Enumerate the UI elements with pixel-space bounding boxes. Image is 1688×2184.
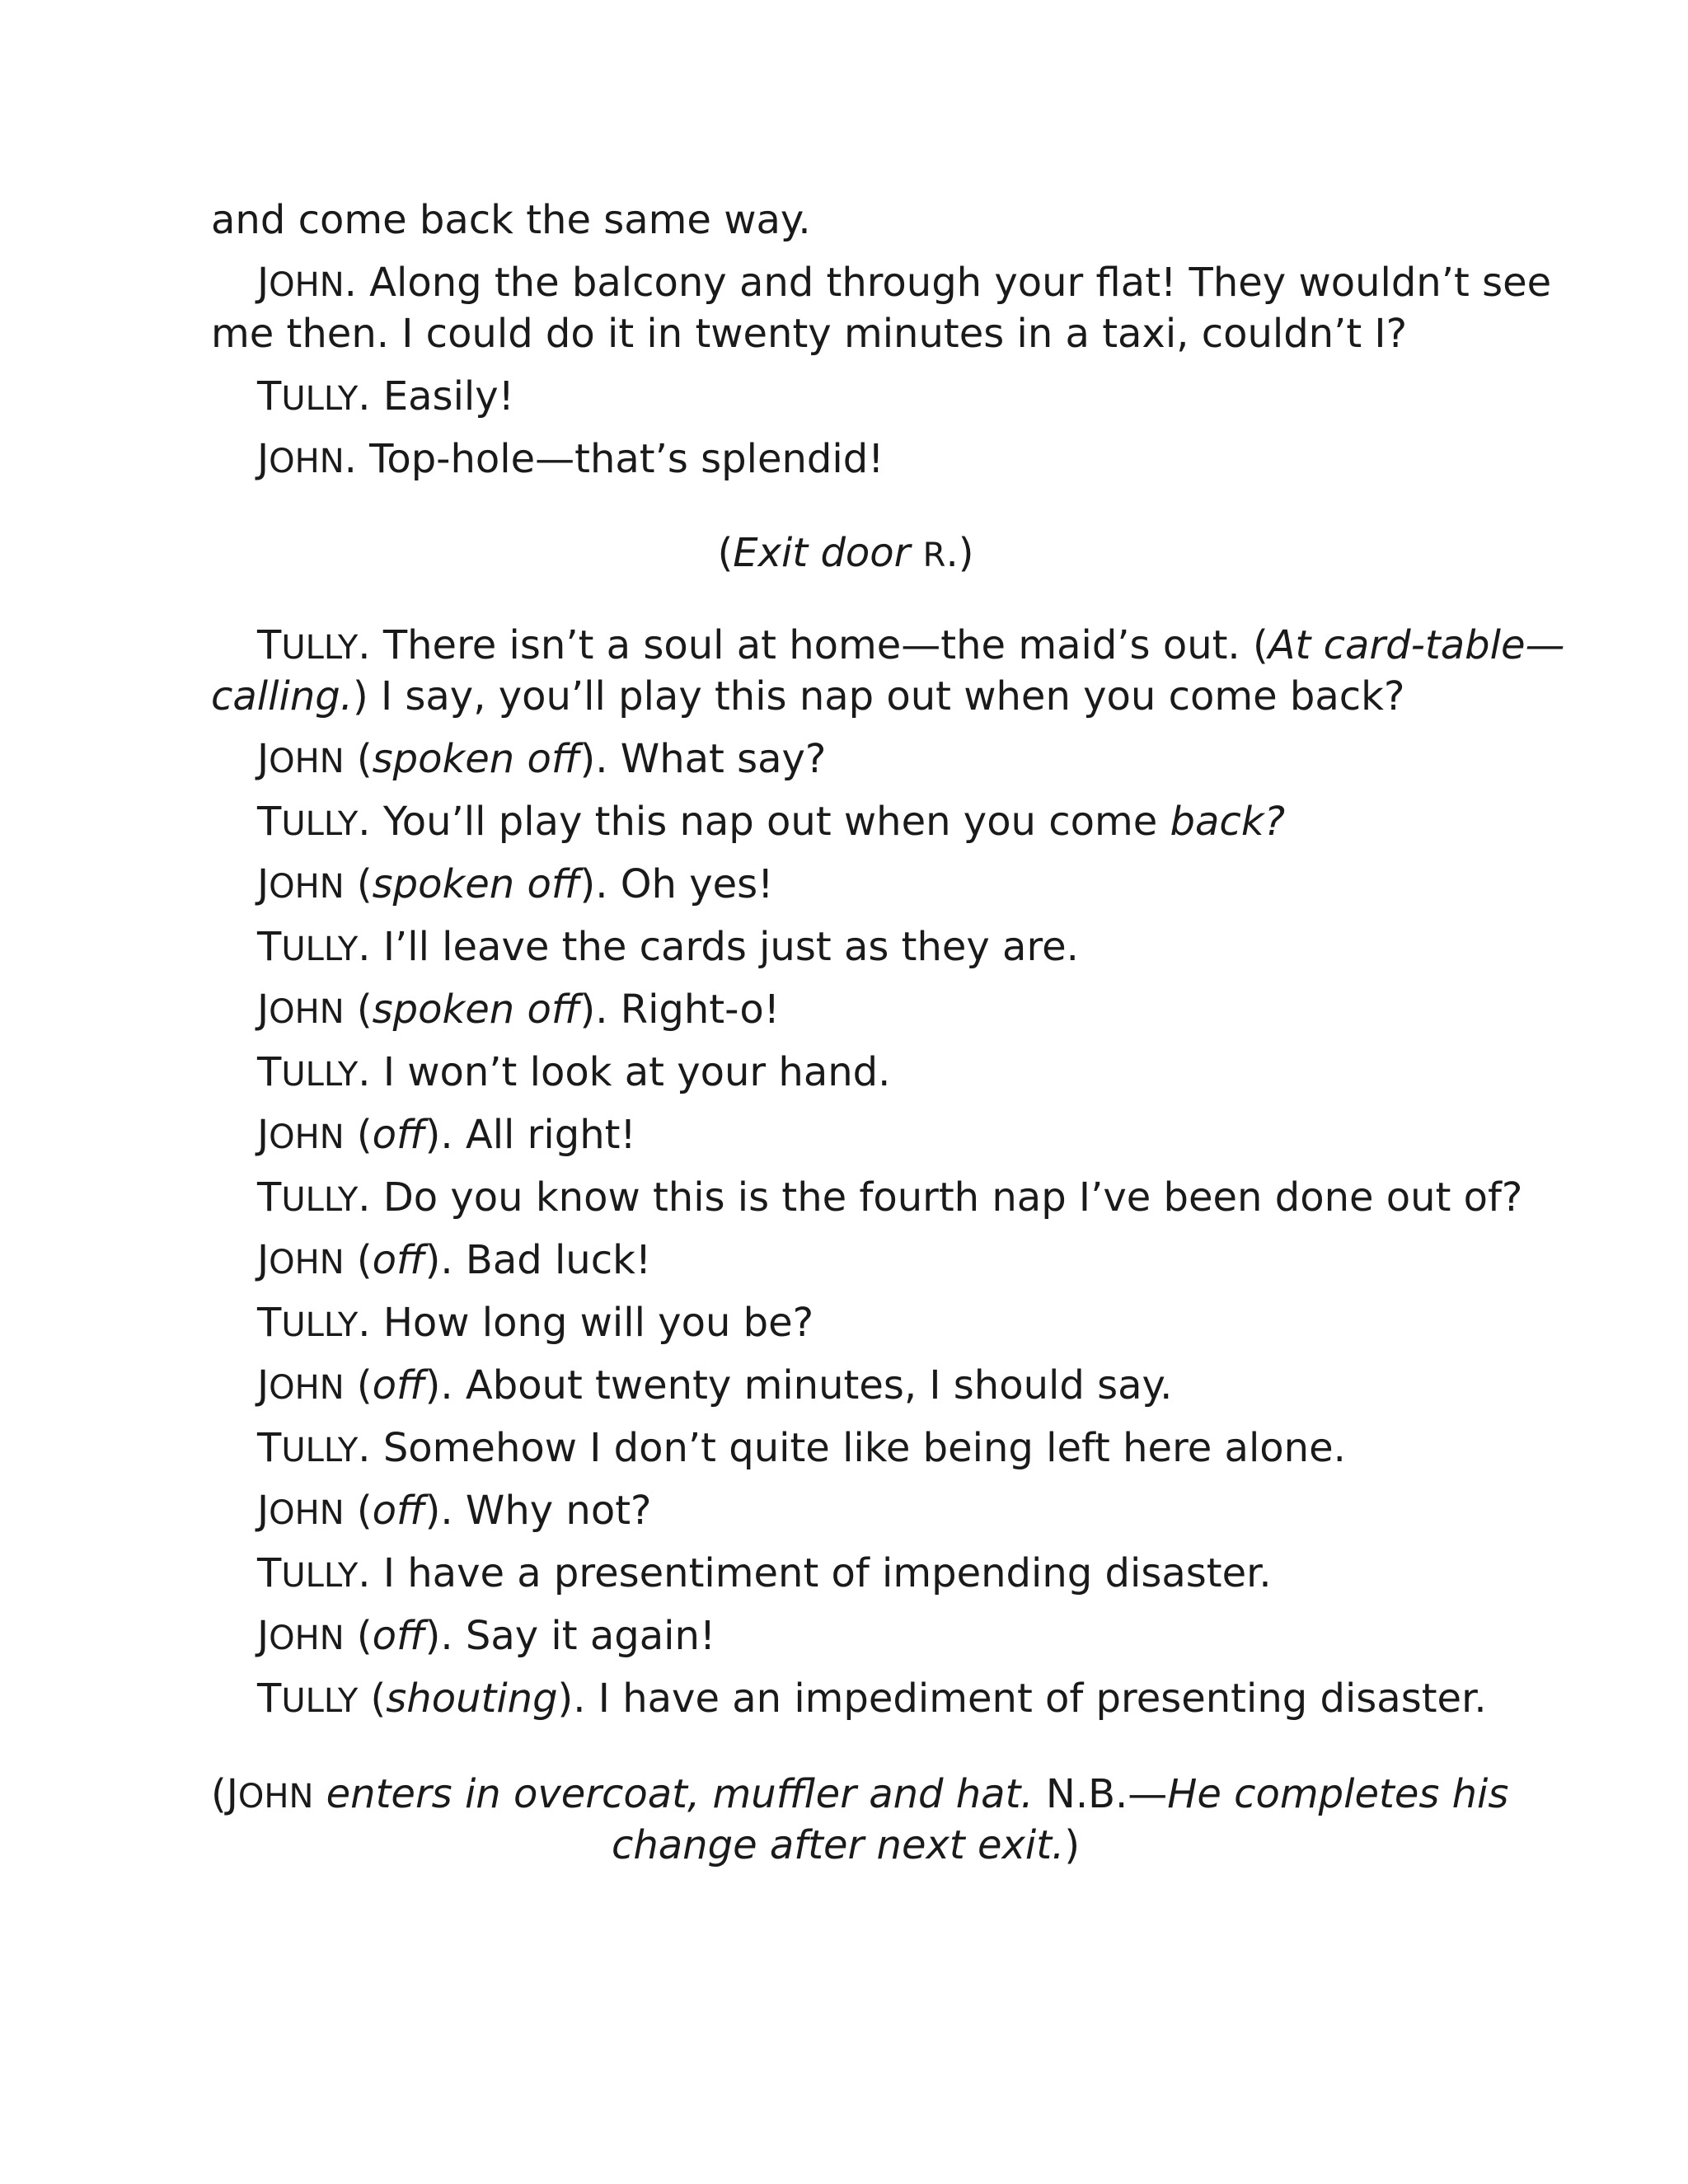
italic-text: change after next exit. <box>611 1822 1065 1868</box>
italic-text: At card-table— <box>1268 622 1565 668</box>
text-run: J <box>257 1112 270 1158</box>
dialogue-tully <box>257 371 514 424</box>
text-run: ( <box>344 1613 373 1659</box>
dialogue-continuation <box>211 194 811 246</box>
text-run: ( <box>344 1112 373 1158</box>
text-run: . I have a presentiment of impending disaster. <box>358 1550 1272 1596</box>
dialogue-tully <box>257 1422 1346 1476</box>
text-run: ( <box>344 736 373 782</box>
dialogue-tully <box>257 1548 1272 1601</box>
text-run: T <box>257 1174 282 1221</box>
text-run: J <box>257 1613 270 1659</box>
speaker-name-smallcaps: ULLY <box>281 1181 359 1219</box>
speaker-name-smallcaps: ULLY <box>281 1682 359 1720</box>
dialogue-john <box>257 984 780 1038</box>
dialogue-continuation <box>211 671 1404 722</box>
text-run: ) <box>1064 1822 1081 1868</box>
italic-text: back? <box>1170 799 1286 845</box>
text-run: J <box>257 1362 270 1408</box>
text-run: . How long will you be? <box>358 1300 814 1346</box>
text-run: . Somehow I don’t quite like being left here alone. <box>358 1425 1346 1471</box>
italic-text: off <box>372 1112 425 1158</box>
dialogue-tully <box>257 921 1079 975</box>
text-run: . Do you know this is the fourth nap I’ve been done out of? <box>358 1174 1523 1221</box>
text-run: ). About twenty minutes, I should say. <box>424 1362 1173 1408</box>
speaker-name-smallcaps: ULLY <box>281 1056 359 1094</box>
stage-direction <box>211 527 1480 581</box>
text-run: ). I have an impediment of presenting disaster. <box>557 1675 1487 1722</box>
dialogue-john <box>257 434 884 487</box>
text-run: J <box>257 987 270 1033</box>
speaker-name-smallcaps: OHN <box>269 1619 345 1657</box>
text-run: ( <box>717 530 734 576</box>
stage-direction <box>211 1769 1509 1822</box>
text-run: ). What say? <box>579 736 827 782</box>
text-run: . There isn’t a soul at home—the maid’s out. ( <box>358 622 1268 668</box>
text-run: T <box>257 799 282 845</box>
text-run: ). Bad luck! <box>424 1237 652 1283</box>
text-run: J <box>257 1237 270 1283</box>
italic-text: off <box>372 1613 425 1659</box>
speaker-name-smallcaps: ULLY <box>281 629 359 667</box>
text-run: J <box>257 736 270 782</box>
italic-text: enters in overcoat, muffler and hat. <box>326 1771 1034 1817</box>
speaker-name-smallcaps: OHN <box>269 1369 345 1407</box>
text-run: N.B.— <box>1033 1771 1168 1817</box>
speaker-name-smallcaps: OHN <box>269 1244 345 1282</box>
speaker-name-smallcaps: OHN <box>269 993 345 1031</box>
stage-direction-continuation <box>211 1820 1480 1871</box>
text-run: (J <box>211 1771 238 1817</box>
speaker-name-smallcaps: OHN <box>269 743 345 780</box>
speaker-name-smallcaps: ULLY <box>281 1557 359 1595</box>
text-run: ( <box>358 1675 387 1722</box>
italic-text: off <box>372 1488 425 1534</box>
dialogue-tully <box>257 1047 890 1100</box>
text-run: T <box>257 622 282 668</box>
dialogue-john <box>257 1235 651 1288</box>
text-run: T <box>257 1550 282 1596</box>
text-run: ( <box>344 861 373 907</box>
italic-text: spoken off <box>372 987 580 1033</box>
text-run: ). Say it again! <box>424 1613 716 1659</box>
text-run: T <box>257 1425 282 1471</box>
italic-text: spoken off <box>372 861 580 907</box>
dialogue-tully <box>257 620 1564 673</box>
speaker-name-smallcaps: OHN <box>269 1494 345 1532</box>
text-run: me then. I could do it in twenty minutes in a taxi, couldn’t I? <box>211 311 1408 357</box>
dialogue-john <box>257 1360 1172 1413</box>
speaker-name-smallcaps: OHN <box>269 868 345 906</box>
dialogue-tully <box>257 796 1285 850</box>
text-run <box>313 1771 326 1817</box>
dialogue-tully <box>257 1172 1522 1226</box>
text-run: J <box>257 436 270 482</box>
text-run: ). Oh yes! <box>579 861 774 907</box>
italic-text: He completes his <box>1167 1771 1509 1817</box>
italic-text: Exit door <box>733 530 923 576</box>
speaker-name-smallcaps: OHN <box>237 1778 314 1816</box>
text-run: ) I say, you’ll play this nap out when you come back? <box>352 673 1405 719</box>
text-run: . I’ll leave the cards just as they are. <box>358 924 1079 970</box>
text-run: and come back the same way. <box>211 197 811 243</box>
text-run: ( <box>344 1237 373 1283</box>
text-run: T <box>257 1300 282 1346</box>
speaker-name-smallcaps: ULLY <box>281 380 359 418</box>
text-run: . You’ll play this nap out when you come <box>358 799 1170 845</box>
speaker-name-smallcaps: ULLY <box>281 1432 359 1469</box>
text-run: ( <box>344 987 373 1033</box>
speaker-name-smallcaps: OHN <box>269 266 345 304</box>
dialogue-john <box>257 257 1551 311</box>
text-run: ). All right! <box>424 1112 636 1158</box>
italic-text: spoken off <box>372 736 580 782</box>
dialogue-john <box>257 1610 715 1664</box>
dialogue-continuation <box>211 308 1407 359</box>
text-run: J <box>257 861 270 907</box>
dialogue-john <box>257 733 826 787</box>
text-run: ). Right-o! <box>579 987 780 1033</box>
text-run: T <box>257 1675 282 1722</box>
text-run: T <box>257 1049 282 1095</box>
italic-text: shouting <box>386 1675 558 1722</box>
text-run: J <box>257 1488 270 1534</box>
dialogue-tully <box>257 1297 814 1351</box>
speaker-name-smallcaps: OHN <box>269 443 345 480</box>
text-run: . Top-hole—that’s splendid! <box>344 436 884 482</box>
text-run: . Easily! <box>358 373 514 419</box>
speaker-name-smallcaps: R <box>922 537 946 574</box>
dialogue-tully <box>257 1673 1487 1727</box>
text-run: . Along the balcony and through your flat! They wouldn’t see <box>344 260 1552 306</box>
speaker-name-smallcaps: ULLY <box>281 1306 359 1344</box>
italic-text: calling. <box>211 673 353 719</box>
text-run: . I won’t look at your hand. <box>358 1049 891 1095</box>
text-run: ). Why not? <box>424 1488 652 1534</box>
dialogue-john <box>257 1109 636 1163</box>
dialogue-john <box>257 859 773 912</box>
speaker-name-smallcaps: OHN <box>269 1118 345 1156</box>
speaker-name-smallcaps: ULLY <box>281 805 359 843</box>
text-run: .) <box>945 530 974 576</box>
italic-text: off <box>372 1362 425 1408</box>
text-run: J <box>257 260 270 306</box>
text-run: T <box>257 373 282 419</box>
italic-text: off <box>372 1237 425 1283</box>
speaker-name-smallcaps: ULLY <box>281 930 359 968</box>
text-run: ( <box>344 1488 373 1534</box>
text-run: T <box>257 924 282 970</box>
dialogue-john <box>257 1485 652 1539</box>
text-run: ( <box>344 1362 373 1408</box>
